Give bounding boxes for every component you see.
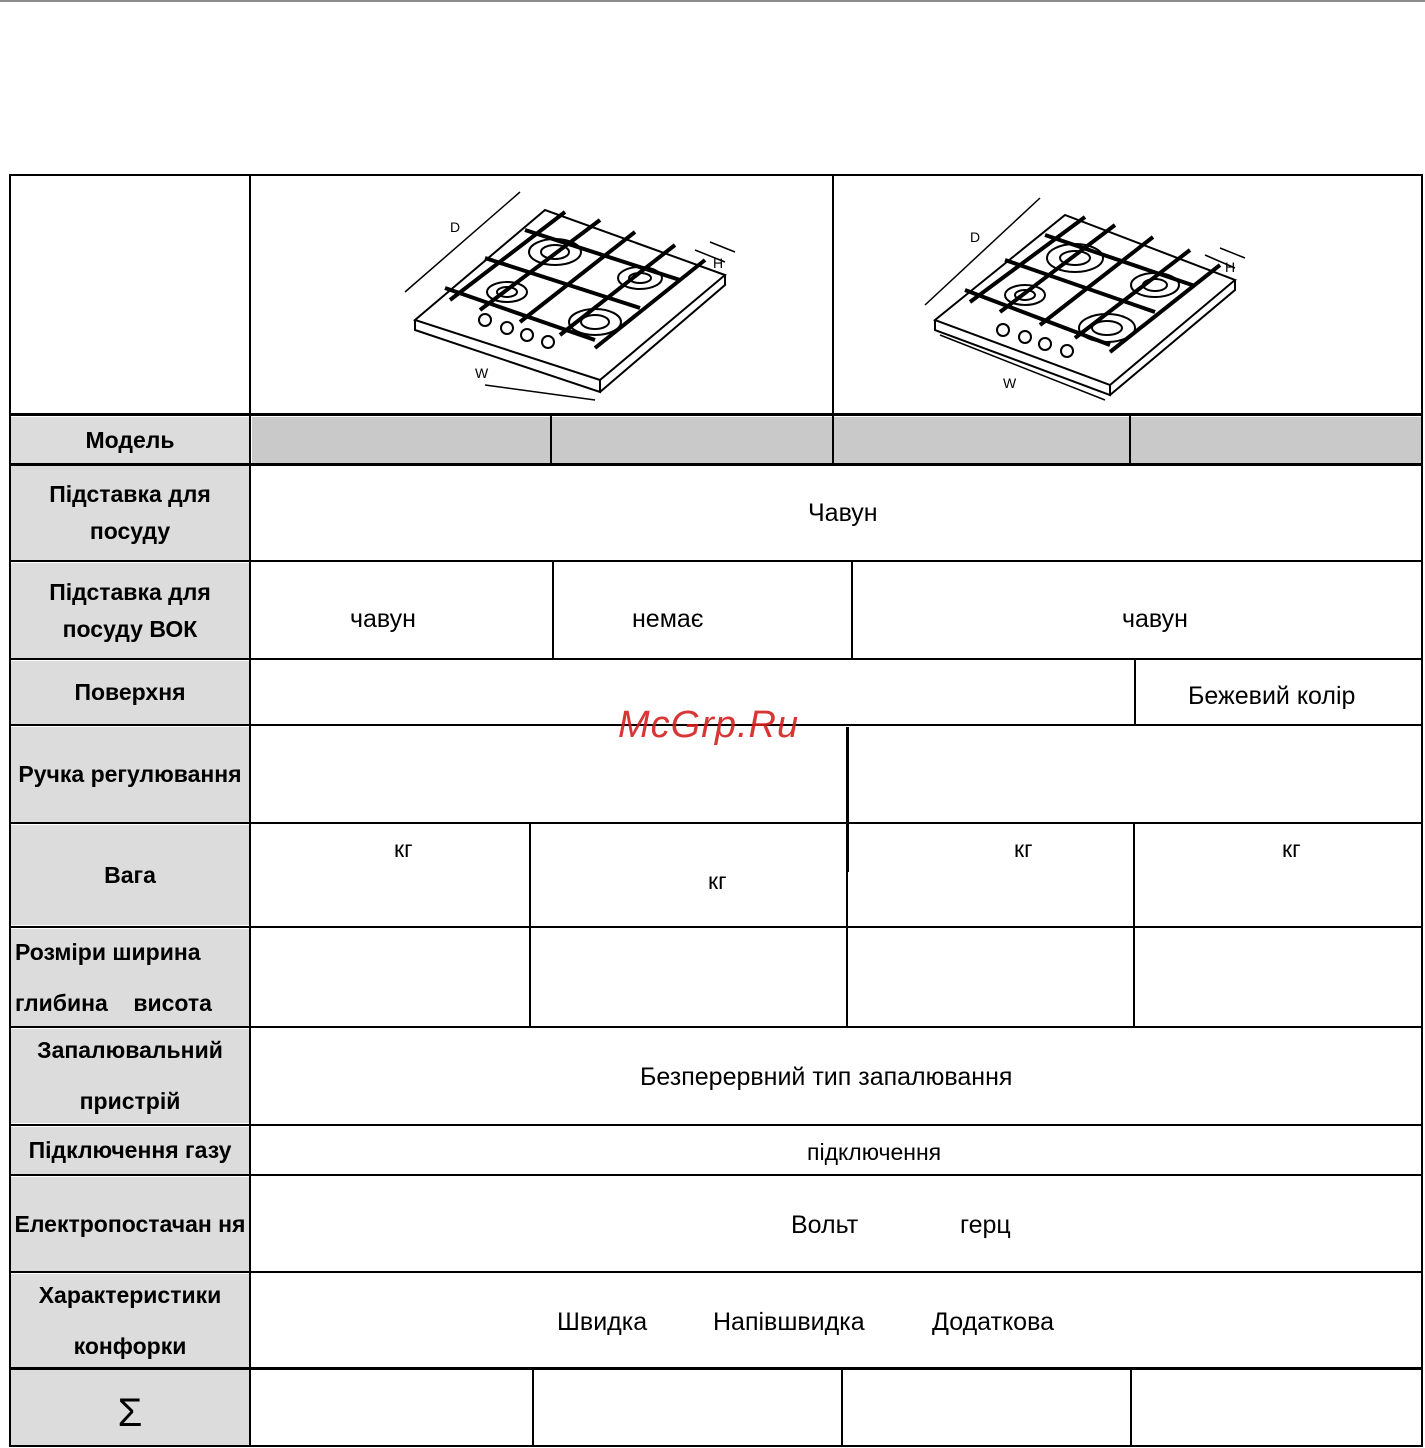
label-dimensions-line1: Розміри ширина <box>15 938 201 965</box>
power-hertz: герц <box>960 1211 1011 1239</box>
surface-div <box>1134 659 1136 725</box>
label-gas: Підключення газу <box>11 1127 249 1174</box>
label-knob: Ручка регулювання <box>11 727 249 822</box>
hob-right-height-label: H <box>1225 259 1236 275</box>
weight-div-1 <box>529 823 531 1027</box>
hob-left-width-label: W <box>475 365 489 381</box>
row-line-9 <box>9 1124 1423 1126</box>
frame-top <box>9 174 1423 176</box>
row-line-7 <box>9 926 1423 928</box>
wok-div-2 <box>851 561 853 659</box>
row-line-1 <box>9 413 1423 416</box>
label-image-row <box>11 177 249 413</box>
label-wok-support: Підставка для посуду ВОК <box>11 563 249 658</box>
surface-value: Бежевий колір <box>1188 682 1356 710</box>
weight-value-1: кг <box>394 836 413 862</box>
wok-value-3: чавун <box>1122 605 1188 633</box>
label-dimensions-line2: глибина висота <box>15 989 212 1016</box>
row-line-4 <box>9 658 1423 660</box>
burner-semi: Напівшвидка <box>713 1308 865 1336</box>
power-volt: Вольт <box>791 1211 859 1239</box>
burner-aux: Додаткова <box>932 1308 1054 1336</box>
sum-div-1 <box>532 1368 534 1446</box>
hob-right-width-label: W <box>1003 375 1017 391</box>
label-model: Модель <box>11 417 249 463</box>
label-sum: Σ <box>11 1370 249 1445</box>
weight-value-2: кг <box>708 868 727 894</box>
hob-left-height-label: H <box>713 255 724 271</box>
row-line-2 <box>9 463 1423 466</box>
watermark: McGrp.Ru <box>618 704 800 746</box>
pan-support-value: Чавун <box>808 499 878 527</box>
frame-left <box>9 174 11 1447</box>
weight-div-2 <box>846 872 848 1027</box>
wok-value-1: чавун <box>350 605 416 633</box>
label-surface: Поверхня <box>11 661 249 724</box>
row-line-6 <box>9 822 1423 824</box>
hob-right-depth-label: D <box>970 229 981 245</box>
row-line-11 <box>9 1271 1423 1273</box>
weight-div-3 <box>1133 823 1135 1027</box>
weight-value-4: кг <box>1282 836 1301 862</box>
knob-div <box>846 727 849 872</box>
model-div-3 <box>1129 415 1131 465</box>
image-divider <box>832 176 834 464</box>
hob-left-drawing <box>395 180 740 405</box>
row-line-10 <box>9 1174 1423 1176</box>
top-rule <box>0 0 1425 2</box>
label-burners: Характеристики конфорки <box>11 1274 249 1367</box>
frame-right <box>1421 174 1423 1447</box>
label-weight: Вага <box>11 825 249 925</box>
model-band <box>252 417 1421 463</box>
sum-div-2 <box>841 1368 843 1446</box>
label-power: Електропостачан ня <box>11 1177 249 1271</box>
model-div-1 <box>550 415 552 464</box>
hob-left-depth-label: D <box>450 219 461 235</box>
hob-right-drawing <box>915 190 1255 410</box>
label-pan-support: Підставка для посуду <box>11 466 249 560</box>
gas-value: підключення <box>807 1139 942 1165</box>
wok-value-2: немає <box>632 605 704 633</box>
row-line-8 <box>9 1026 1423 1028</box>
burner-fast: Швидка <box>557 1308 648 1336</box>
label-col-divider <box>249 174 251 1447</box>
label-dimensions <box>11 929 249 1026</box>
label-ignition: Запалювальний пристрій <box>11 1029 249 1123</box>
row-line-3 <box>9 560 1423 562</box>
sum-div-3 <box>1130 1368 1132 1446</box>
wok-div-1 <box>552 561 554 659</box>
row-line-12 <box>9 1367 1423 1370</box>
frame-bottom <box>9 1445 1423 1447</box>
ignition-value: Безперервний тип запалювання <box>640 1063 1013 1091</box>
weight-value-3: кг <box>1014 836 1033 862</box>
